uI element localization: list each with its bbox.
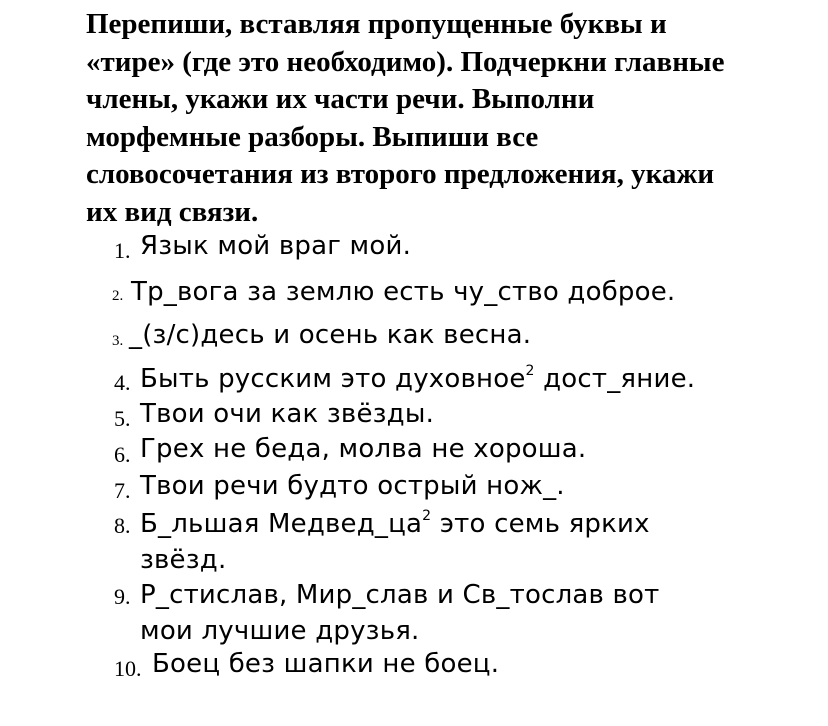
instruction-line: словосочетания из второго предложения, укажи [86,158,715,190]
sentence-text: Твои очи как звёзды. [140,399,435,429]
sentence-text: Язык мой враг мой. [140,231,412,261]
instruction-line: морфемные разборы. Выпиши все [86,120,539,153]
footnote-marker: 2 [422,508,432,524]
instruction-line: их вид связи. [86,195,259,228]
sentence-continuation: мои лучшие друзья. [140,616,420,646]
sentence-text [140,364,695,394]
sentence-number: 7. [114,478,131,503]
sentence-text-part: Быть русским это духовное [140,364,526,394]
sentence-text: Боец без шапки не боец. [152,649,500,679]
sentence-number: 8. [114,513,131,538]
sentence-number: 10. [114,656,142,681]
sentence-text-part: Р_стислав, Мир_слав и Св_тослав вот [140,580,660,610]
footnote-marker: 2 [525,363,535,379]
sentence-text: Твои речи будто острый нож_. [140,471,565,501]
sentence-text [140,506,650,578]
sentence-number: 2. [112,288,124,304]
sentence-continuation: звёзд. [140,545,227,575]
sentence-number: 5. [114,406,131,431]
instruction-line: «тире» (где это необходимо). Подчеркни главные [86,45,725,78]
sentence-number: 9. [114,584,131,609]
sentence-number: 1. [114,238,131,263]
sentence-text-part: Б_льшая Медвед_ца [140,509,423,539]
sentence-number: 4. [114,370,131,395]
instruction-line: Перепиши, вставляя пропущенные буквы и [86,8,667,40]
instruction-line: члены, укажи их части речи. Выполни [86,83,595,115]
sentence-text-part: дост_яние. [534,364,696,394]
sentence-number: 6. [114,442,131,467]
sentence-text [140,577,659,649]
sentence-number: 3. [112,333,124,349]
sentence-text: Грех не беда, молва не хороша. [140,434,587,464]
sentence-text: _(з/с)десь и осень как весна. [129,320,532,350]
sentence-text: Тр_вога за землю есть чу_ство доброе. [131,277,676,307]
sentence-text-part: это семь ярких [431,509,650,539]
